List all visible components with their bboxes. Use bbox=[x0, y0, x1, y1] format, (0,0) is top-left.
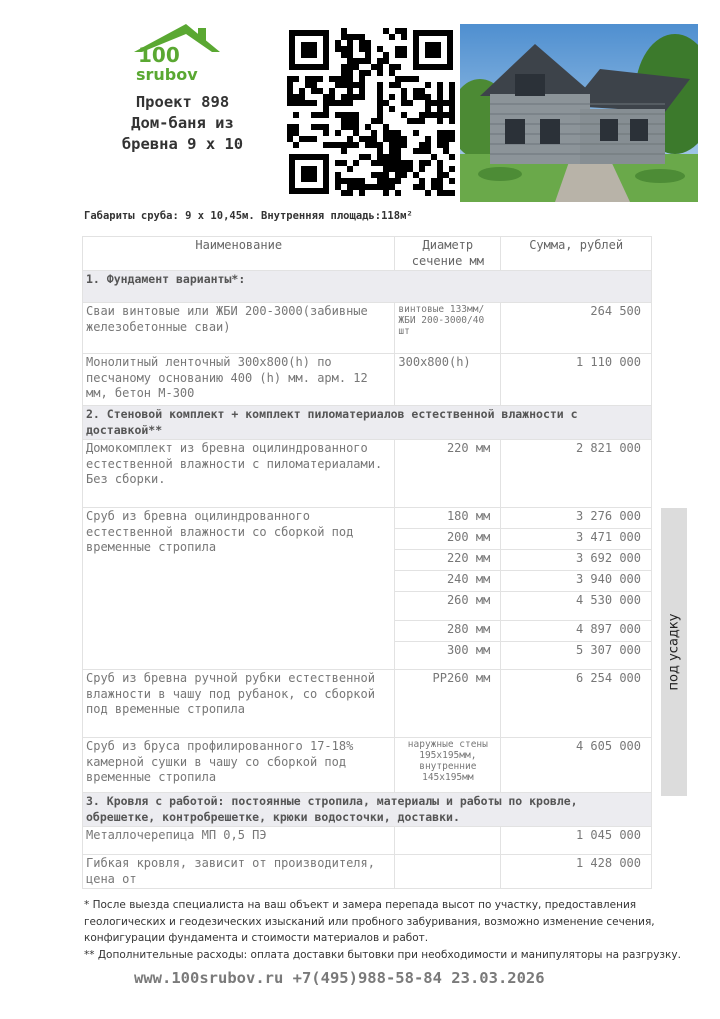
table-row bbox=[83, 508, 652, 529]
item-sum: 3 471 000 bbox=[501, 529, 652, 550]
item-sum: 3 276 000 bbox=[501, 508, 652, 529]
project-title-line3: бревна 9 х 10 bbox=[121, 135, 244, 153]
svg-text:srubov: srubov bbox=[136, 65, 198, 84]
item-sum: 4 897 000 bbox=[501, 621, 652, 642]
footnote-2: ** Дополнительные расходы: оплата доставки бытовки при необходимости и манипуляторы на разгрузку. bbox=[84, 948, 681, 961]
table-row bbox=[83, 855, 652, 889]
item-diameter: 240 мм bbox=[395, 571, 501, 592]
item-sum: 264 500 bbox=[501, 303, 652, 354]
table-row bbox=[83, 670, 652, 738]
table-header-row bbox=[83, 237, 652, 271]
item-name: Гибкая кровля, зависит от производителя, цена от bbox=[83, 855, 395, 889]
svg-text:100: 100 bbox=[138, 43, 180, 67]
item-diameter: 200 мм bbox=[395, 529, 501, 550]
qr-code bbox=[287, 28, 455, 196]
item-diameter: РР260 мм bbox=[395, 670, 501, 738]
item-diameter: винтовые 133мм/ЖБИ 200-3000/40 шт bbox=[395, 303, 501, 354]
header-sum: Сумма, рублей bbox=[501, 237, 652, 271]
section-row-roof bbox=[83, 793, 652, 827]
item-diameter: наружные стены 195х195мм, внутренние 145х195мм bbox=[395, 738, 501, 793]
header-diameter: Диаметр сечение мм bbox=[395, 237, 501, 271]
project-title-line2: Дом-баня из bbox=[131, 114, 234, 132]
item-diameter bbox=[395, 827, 501, 855]
item-diameter: 280 мм bbox=[395, 621, 501, 642]
item-name: Сруб из бревна ручной рубки естественной влажности в чашу под рубанок, со сборкой под временные стропила bbox=[83, 670, 395, 738]
side-label-text: под усадку bbox=[666, 613, 682, 691]
item-diameter: 300 мм bbox=[395, 642, 501, 670]
item-sum: 1 428 000 bbox=[501, 855, 652, 889]
item-name: Металлочерепица МП 0,5 ПЭ bbox=[83, 827, 395, 855]
company-logo bbox=[128, 22, 228, 86]
table-row bbox=[83, 738, 652, 793]
table-row bbox=[83, 440, 652, 508]
house-photo bbox=[460, 24, 698, 202]
item-sum: 1 045 000 bbox=[501, 827, 652, 855]
item-sum: 4 605 000 bbox=[501, 738, 652, 793]
header-name: Наименование bbox=[83, 237, 395, 271]
section-title: 3. Кровля с работой: постоянные стропила, материалы и работы по кровле, обрешетке, контробрешетке, крюки водосточки, доставки. bbox=[83, 793, 652, 827]
item-sum: 5 307 000 bbox=[501, 642, 652, 670]
item-name: Сруб из бруса профилированного 17-18% камерной сушки в чашу со сборкой под временные стропила bbox=[83, 738, 395, 793]
item-diameter: 220 мм bbox=[395, 440, 501, 508]
footnotes bbox=[84, 897, 704, 963]
section-title: 1. Фундамент варианты*: bbox=[83, 271, 652, 303]
item-sum: 6 254 000 bbox=[501, 670, 652, 738]
dimensions-note: Габариты сруба: 9 х 10,45м. Внутренняя площадь:118м² bbox=[84, 210, 413, 222]
item-sum: 3 940 000 bbox=[501, 571, 652, 592]
item-diameter: 180 мм bbox=[395, 508, 501, 529]
footnote-1: * После выезда специалиста на ваш объект и замера перепада высот по участку, предоставления геологических и геодезических изысканий или пробного забуривания, возможно изменение сечения, конфигурации фундамента и стоимости материалов и работ. bbox=[84, 899, 655, 944]
item-diameter: 220 мм bbox=[395, 550, 501, 571]
section-row-walls bbox=[83, 406, 652, 440]
item-sum: 4 530 000 bbox=[501, 592, 652, 621]
item-diameter bbox=[395, 855, 501, 889]
item-name: Сруб из бревна оцилиндрованного естественной влажности со сборкой под временные стропила bbox=[83, 508, 395, 670]
item-sum: 2 821 000 bbox=[501, 440, 652, 508]
section-title: 2. Стеновой комплект + комплект пиломатериалов естественной влажности с доставкой** bbox=[83, 406, 652, 440]
footer-contacts: www.100srubov.ru +7(495)988-58-84 23.03.2026 bbox=[134, 969, 545, 987]
item-name: Монолитный ленточный 300х800(h) по песчаному основанию 400 (h) мм. арм. 12 мм, бетон М-300 bbox=[83, 354, 395, 406]
item-diameter: 300х800(h) bbox=[395, 354, 501, 406]
item-diameter: 260 мм bbox=[395, 592, 501, 621]
section-row-foundation bbox=[83, 271, 652, 303]
project-title-line1: Проект 898 bbox=[135, 93, 230, 111]
table-row bbox=[83, 354, 652, 406]
item-sum: 3 692 000 bbox=[501, 550, 652, 571]
table-row bbox=[83, 303, 652, 354]
item-name: Домокомплект из бревна оцилиндрованного естественной влажности с пиломатериалами. Без сборки. bbox=[83, 440, 395, 508]
item-sum: 1 110 000 bbox=[501, 354, 652, 406]
settlement-side-label bbox=[661, 508, 687, 796]
project-title bbox=[100, 92, 265, 155]
price-table bbox=[82, 236, 652, 889]
item-name: Сваи винтовые или ЖБИ 200-3000(забивные железобетонные сваи) bbox=[83, 303, 395, 354]
table-row bbox=[83, 827, 652, 855]
